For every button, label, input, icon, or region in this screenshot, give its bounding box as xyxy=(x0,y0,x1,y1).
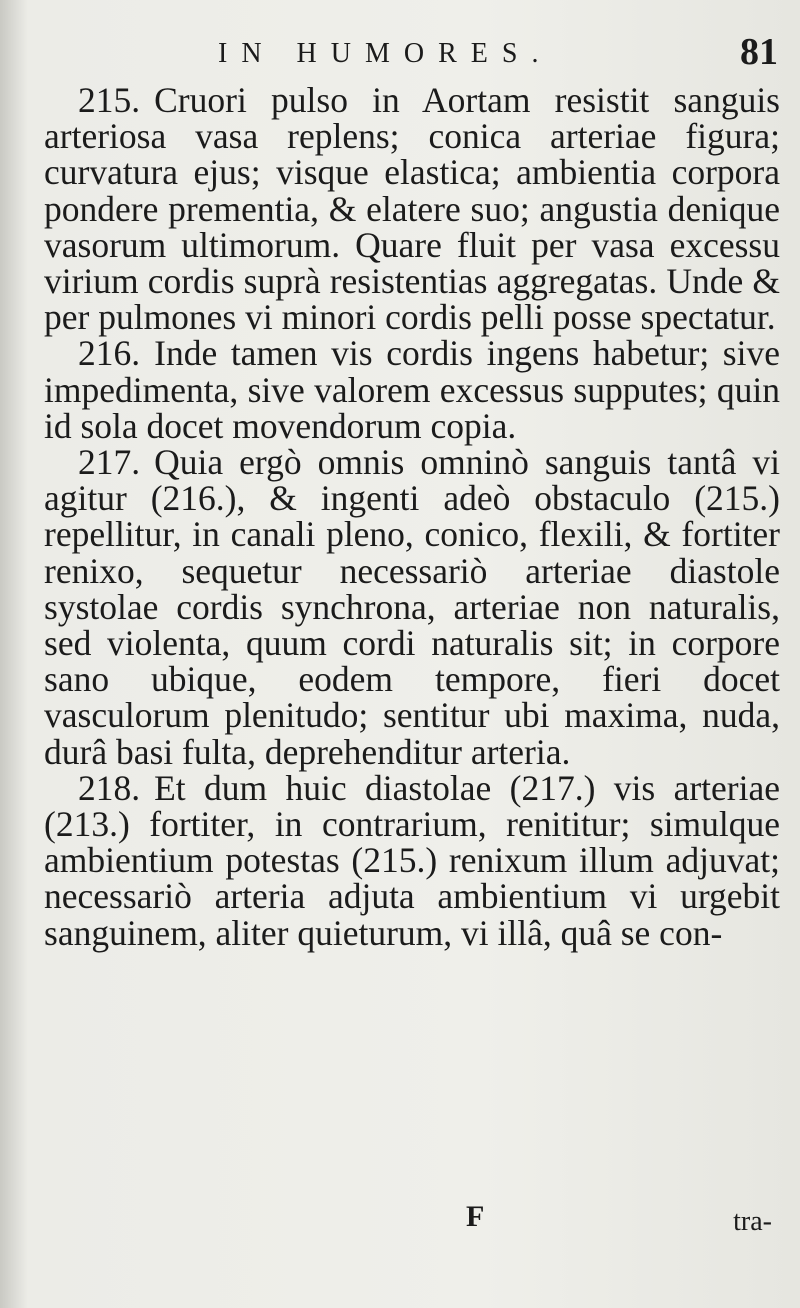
running-head xyxy=(40,30,782,80)
paragraph-218 xyxy=(44,767,780,953)
paragraph-number: 216. xyxy=(78,333,141,374)
catchword: tra- xyxy=(733,1206,772,1237)
catchline xyxy=(0,1200,782,1240)
paragraph-215 xyxy=(44,80,780,338)
paragraph-number: 217. xyxy=(78,442,141,483)
paragraph-216 xyxy=(44,335,780,444)
paragraph-217 xyxy=(44,444,780,770)
paragraph-text: Inde tamen vis cordis ingens habetur; sive impedimenta, sive valorem excessus supputes; quin id sola docet movendorum copia. xyxy=(44,333,780,446)
paragraph-text: Quia ergò omnis omninò sanguis tantâ vi agitur (216.), & ingenti adeò obstaculo (215.) repellitur, in canali pleno, conico, flexili, & fortiter renixo, sequetur necessariò arteriae diastole systolae cordis synchrona, arteriae non naturalis, sed violenta, quum cordi naturalis sit; in corpore sano ubique, eodem tempore, fieri docet vasculorum plenitudo; sentitur ubi maxima, nuda, durâ basi fulta, deprehenditur arteria. xyxy=(44,442,780,772)
paragraph-text: Cruori pulso in Aortam resistit sanguis arteriosa vasa replens; conica arteriae figura; curvatura ejus; visque elastica; ambientia corpora pondere prementia, & elatere suo; angustia denique vasorum ultimorum. Quare fluit per vasa excessu virium cordis suprà resistentias aggregatas. Unde & per pulmones vi minori cordis pelli posse spectatur. xyxy=(44,80,780,338)
body-text xyxy=(44,82,780,951)
signature-mark: F xyxy=(466,1200,485,1233)
page-number: 81 xyxy=(740,31,778,73)
running-title: IN HUMORES. xyxy=(218,38,553,69)
paragraph-number: 218. xyxy=(78,767,141,808)
paragraph-text: Et dum huic diastolae (217.) vis arteriae (213.) fortiter, in contrarium, renititur; simulque ambientium potestas (215.) renixum illum adjuvat; necessariò arteria adjuta ambientium vi urgebit sanguinem, aliter quieturum, vi illâ, quâ se con- xyxy=(44,767,780,953)
paragraph-number: 215. xyxy=(78,80,141,120)
